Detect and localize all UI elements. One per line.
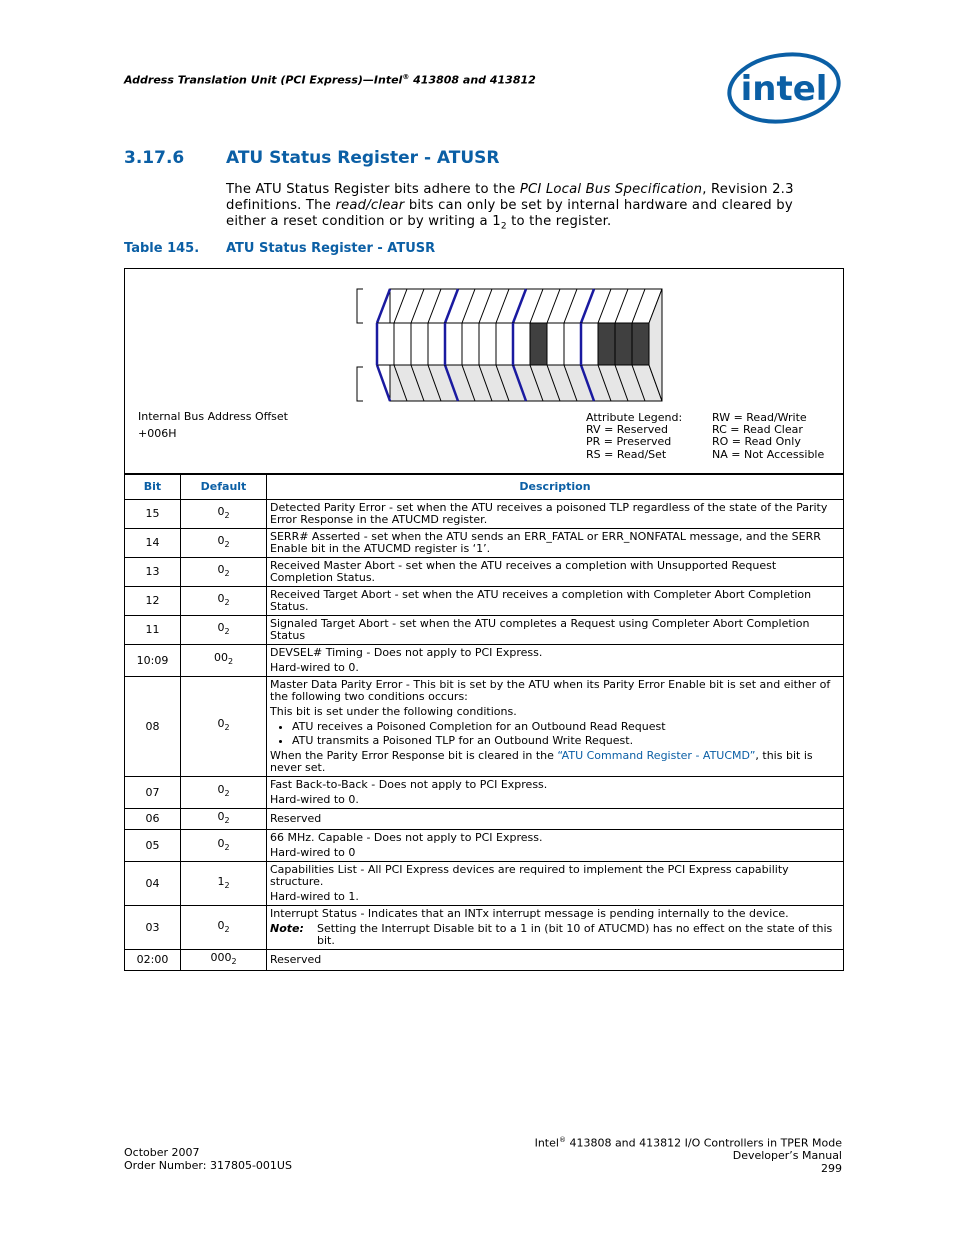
register-description-table [124,473,844,971]
default-cell: $0_2$ [181,587,267,616]
description-line: Reserved [270,953,322,967]
lower-divider [377,365,390,401]
col-default: Default [181,474,267,500]
bit-cell: 04 [125,862,181,906]
description-cell [267,616,844,645]
table-title: ATU Status Register - ATUSR [226,241,436,256]
atucmd-register-link[interactable]: “ATU Command Register - ATUCMD” [557,749,756,762]
bit-cell: 02:00 [125,950,181,971]
table-row [125,862,844,906]
section-title: ATU Status Register - ATUSR [226,148,500,168]
default-cell: $000_2$ [181,950,267,971]
default-cell: $0_2$ [181,809,267,830]
description-cell [267,830,844,862]
legend-na: NA = Not Accessible [712,448,825,461]
table-row [125,809,844,830]
legend-rc: RC = Read Clear [712,423,803,436]
upper-bracket [357,289,363,323]
description-line: Reserved [270,812,322,826]
footer-date: October 2007 [124,1146,200,1159]
description-cell [267,677,844,777]
note-label: Note: [270,922,304,936]
bit-cell [394,323,411,365]
bit-cell: 10:09 [125,645,181,677]
bit-cell: 14 [125,529,181,558]
bit-cell: 15 [125,500,181,529]
bit-cell: 11 [125,616,181,645]
description-line: SERR# Asserted - set when the ATU sends an ERR_FATAL or ERR_NONFATAL message, and the SERR Enable bit in the ATUCMD register is ‘1’. [270,530,821,555]
bit-cell [445,323,462,365]
description-line: Detected Parity Error - set when the ATU receives a poisoned TLP regardless of the state of the Parity Error Response in the ATUCMD register. [270,501,828,526]
col-bit: Bit [125,474,181,500]
bit-cell [598,323,615,365]
description-line: When the Parity Error Response bit is cleared in the “ATU Command Register - ATUCMD”, this bit is never set. [270,749,813,774]
description-line: Signaled Target Abort - set when the ATU completes a Request using Completer Abort Completion Status [270,617,810,642]
upper-divider [377,289,390,323]
legend-rw: RW = Read/Write [712,411,807,424]
table-row [125,906,844,950]
default-cell: $0_2$ [181,500,267,529]
description-line: Hard-wired to 1. [270,890,359,904]
footer-right [535,1134,842,1175]
default-cell: $1_2$ [181,862,267,906]
description-cell [267,558,844,587]
description-line: Received Master Abort - set when the ATU receives a completion with Unsupported Request Completion Status. [270,559,777,584]
default-cell: $0_2$ [181,830,267,862]
description-line: Master Data Parity Error - This bit is set by the ATU when its Parity Error Enable bit is set and either of the following two conditions occurs: [270,678,831,703]
default-cell: $0_2$ [181,677,267,777]
bit-cell: 08 [125,677,181,777]
description-line: Fast Back-to-Back - Does not apply to PCI Express. [270,778,548,791]
intro-paragraph: The ATU Status Register bits adhere to the PCI Local Bus Specification, Revision 2.3 definitions. The read/clear bits can only be set by internal hardware and cleared by either a reset condition or by writing a $1_2$ to the register. [226,182,794,232]
table-row [125,830,844,862]
page-number: 299 [821,1161,842,1175]
bit-cell [377,323,394,365]
bit-cell: 06 [125,809,181,830]
legend-pr: PR = Preserved [586,435,672,448]
bit-cell [564,323,581,365]
footer-doc-subtitle: Developer’s Manual [732,1149,842,1163]
description-cell [267,777,844,809]
footer-left [124,1147,292,1172]
col-description: Description [267,474,844,500]
bit-cell [479,323,496,365]
register-diagram-box [124,268,844,475]
bit-cell [632,323,649,365]
description-line: Hard-wired to 0. [270,661,359,674]
bit-cell: 07 [125,777,181,809]
table-row [125,777,844,809]
bit-cell: 03 [125,906,181,950]
table-header-row [125,474,844,500]
table-row [125,645,844,677]
description-line: Received Target Abort - set when the ATU receives a completion with Completer Abort Completion Status. [270,588,812,613]
legend-rv: RV = Reserved [586,423,668,436]
bit-cell [581,323,598,365]
offset-value: +006H [138,427,177,440]
bit-cell [530,323,547,365]
register-bit-diagram [353,285,673,405]
legend-ro: RO = Read Only [712,435,801,448]
description-line: Interrupt Status - Indicates that an INTx interrupt message is pending internally to the device. [270,907,789,921]
default-cell: $0_2$ [181,616,267,645]
description-cell [267,645,844,677]
bit-cell [411,323,428,365]
bit-cell: 12 [125,587,181,616]
bit-cell [615,323,632,365]
description-line: Hard-wired to 0 [270,846,356,860]
running-header: Address Translation Unit (PCI Express)—Intel® 413808 and 413812 [124,73,536,87]
description-line: 66 MHz. Capable - Does not apply to PCI Express. [270,831,543,845]
bit-cell [428,323,445,365]
bit-cell [513,323,530,365]
list-item: • ATU receives a Poisoned Completion for an Outbound Read Request [292,721,840,733]
table-row [125,500,844,529]
description-line: This bit is set under the following conditions. [270,705,517,718]
table-row [125,616,844,645]
table-row [125,558,844,587]
footer-order-number: Order Number: 317805-001US [124,1158,292,1172]
description-cell [267,529,844,558]
description-cell [267,906,844,950]
table-row [125,950,844,971]
default-cell: $0_2$ [181,906,267,950]
default-cell: $0_2$ [181,558,267,587]
table-row [125,529,844,558]
lower-bracket [357,367,363,401]
note [270,923,840,947]
logo-text: intel [740,69,828,109]
bit-cell: 05 [125,830,181,862]
section-heading [124,148,500,168]
table-row [125,587,844,616]
bit-cell [496,323,513,365]
description-cell [267,862,844,906]
bit-cell [547,323,564,365]
footer-doc-title: Intel® 413808 and 413812 I/O Controllers in TPER Mode [534,1136,842,1150]
default-cell: $0_2$ [181,777,267,809]
description-line: DEVSEL# Timing - Does not apply to PCI Express. [270,646,543,659]
legend-rs: RS = Read/Set [586,448,667,461]
description-line: Hard-wired to 0. [270,793,359,806]
offset-label: Internal Bus Address Offset [138,410,288,423]
table-number: Table 145. [124,241,200,256]
legend-title: Attribute Legend: [586,411,683,424]
section-number: 3.17.6 [124,148,185,168]
intel-logo [726,50,842,126]
description-cell [267,587,844,616]
default-cell: $00_2$ [181,645,267,677]
description-cell [267,500,844,529]
description-line: Capabilities List - All PCI Express devices are required to implement the PCI Express capability structure. [270,863,789,889]
table-caption [124,241,436,256]
note-text: Setting the Interrupt Disable bit to a 1 in (bit 10 of ATUCMD) has no effect on the state of this bit. [317,922,833,948]
list-item: • ATU transmits a Poisoned TLP for an Outbound Write Request. [292,735,840,747]
table-row [125,677,844,777]
bit-cell [462,323,479,365]
bit-cell: 13 [125,558,181,587]
default-cell: $0_2$ [181,529,267,558]
description-cell [267,950,844,971]
description-cell [267,809,844,830]
condition-list [270,721,840,747]
